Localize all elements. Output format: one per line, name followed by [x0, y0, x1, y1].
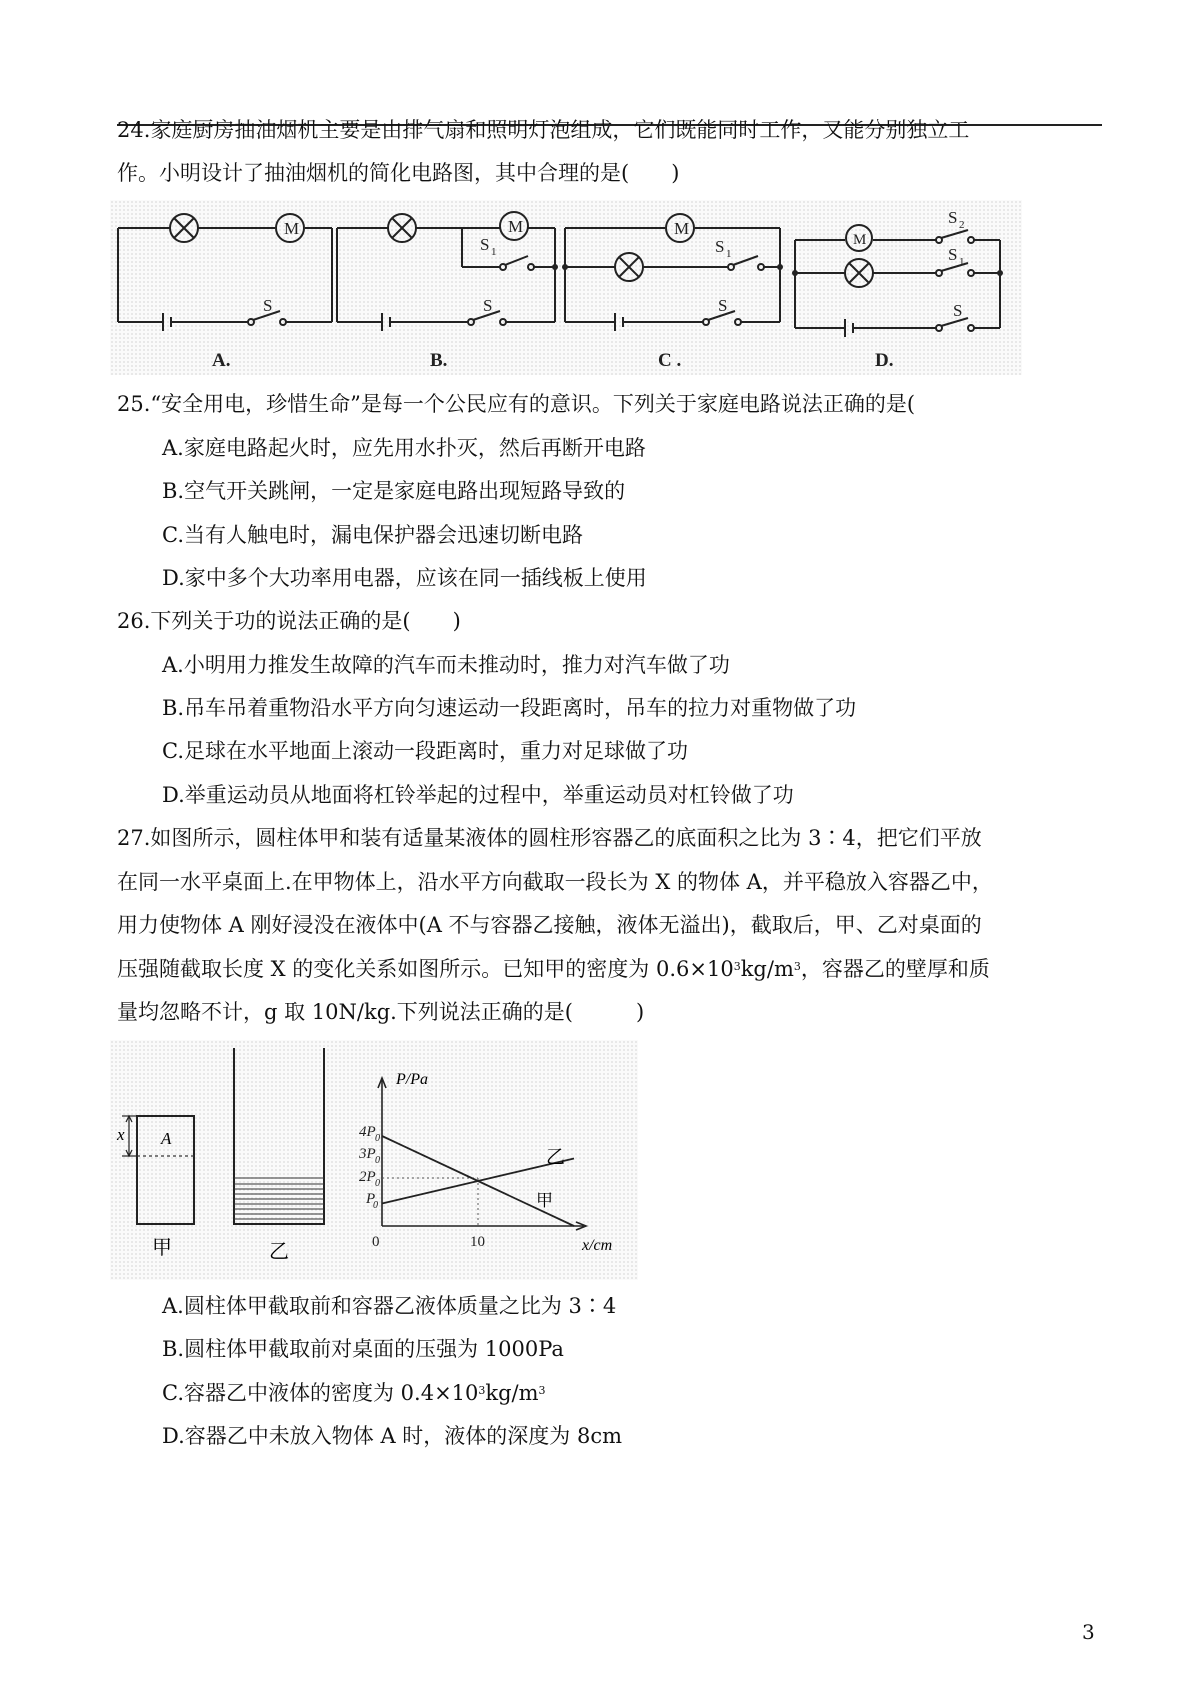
q26-option-c: C.足球在水平地面上滚动一段距离时，重力对足球做了功: [162, 739, 688, 763]
switch-s1-sub: 1: [726, 248, 732, 260]
y-axis-label: P/Pa: [396, 1071, 428, 1088]
page-number: 3: [1082, 1620, 1095, 1644]
switch-label: S: [953, 301, 963, 320]
line-label-jia: 甲: [536, 1191, 553, 1210]
svg-text:0: 0: [375, 1155, 380, 1166]
y-tick-p0: P: [366, 1191, 376, 1207]
svg-text:0: 0: [375, 1133, 380, 1144]
q26-option-a: A.小明用力推发生故障的汽车而未推动时，推力对汽车做了功: [162, 653, 730, 677]
q27-option-d: D.容器乙中未放入物体 A 时，液体的深度为 8cm: [162, 1424, 622, 1448]
q26-stem: 26.下列关于功的说法正确的是( ): [117, 609, 461, 633]
q25-stem: 25.“安全用电，珍惜生命”是每一个公民应有的意识。下列关于家庭电路说法正确的是(: [117, 392, 916, 416]
q25-option-c: C.当有人触电时，漏电保护器会迅速切断电路: [162, 523, 583, 547]
x-tick-10: 10: [470, 1234, 485, 1250]
svg-text:0: 0: [373, 1200, 378, 1211]
q27-line-3: 用力使物体 A 刚好浸没在液体中(A 不与容器乙接触，液体无溢出)，截取后，甲、乙对桌面的: [117, 913, 982, 937]
label-yi: 乙: [269, 1241, 289, 1263]
switch-label: S: [483, 296, 493, 315]
q27-option-a: A.圆柱体甲截取前和容器乙液体质量之比为 3∶4: [162, 1294, 617, 1318]
q26-option-d: D.举重运动员从地面将杠铃举起的过程中，举重运动员对杠铃做了功: [162, 783, 794, 807]
q27-line-4: 压强随截取长度 X 的变化关系如图所示。已知甲的密度为 $0.6\times 10^3kg/m^3$，容器乙的壁厚和质: [117, 957, 990, 981]
y-tick-2p0: 2P: [359, 1169, 376, 1185]
label-A: A: [161, 1129, 172, 1148]
q27-line-1: 27.如图所示，圆柱体甲和装有适量某液体的圆柱形容器乙的底面积之比为 3∶4，把它们平放: [117, 826, 982, 850]
switch-s1-label: S: [948, 245, 958, 264]
circuit-d: [795, 225, 1000, 337]
switch-s1-sub: 1: [959, 256, 965, 268]
option-label-a: A.: [212, 350, 231, 371]
switch-label: S: [263, 296, 273, 315]
motor-label: M: [674, 219, 690, 238]
motor-label: M: [853, 232, 867, 248]
label-x: x: [117, 1125, 125, 1144]
circuit-a: [118, 214, 332, 331]
motor-label: M: [508, 217, 524, 236]
switch-s2-label: S: [948, 208, 958, 227]
q27-figure: [110, 1040, 638, 1280]
x-tick-0: 0: [372, 1234, 380, 1250]
switch-label: S: [718, 296, 728, 315]
y-tick-4p0: 4P: [359, 1124, 376, 1140]
option-label-b: B.: [430, 350, 448, 371]
option-label-c: C .: [658, 350, 682, 371]
q27-diagram: [110, 1040, 638, 1280]
q24-line-1: 24.家庭厨房抽油烟机主要是由排气扇和照明灯泡组成，它们既能同时工作，又能分别独立工: [117, 118, 970, 142]
motor-label: M: [284, 219, 300, 238]
switch-s1-label: S: [715, 237, 725, 256]
container-yi: [234, 1048, 324, 1224]
q25-option-a: A.家庭电路起火时，应先用水扑灭，然后再断开电路: [162, 436, 646, 460]
q26-option-b: B.吊车吊着重物沿水平方向匀速运动一段距离时，吊车的拉力对重物做了功: [162, 696, 857, 720]
label-jia: 甲: [152, 1237, 172, 1259]
q25-option-b: B.空气开关跳闸，一定是家庭电路出现短路导致的: [162, 479, 626, 503]
q27-option-b: B.圆柱体甲截取前对桌面的压强为 1000Pa: [162, 1337, 564, 1361]
q25-option-d: D.家中多个大功率用电器，应该在同一插线板上使用: [162, 566, 647, 590]
x-axis-label: x/cm: [582, 1237, 613, 1254]
switch-s1-sub: 1: [491, 246, 497, 258]
q24-circuit-diagrams: [110, 200, 1022, 375]
option-label-d: D.: [875, 350, 894, 371]
q27-option-c: C.容器乙中液体的密度为 $0.4\times 10^3kg/m^3$: [162, 1381, 546, 1405]
switch-s1-label: S: [480, 235, 490, 254]
q27-line-2: 在同一水平桌面上.在甲物体上，沿水平方向截取一段长为 X 的物体 A，并平稳放入容器乙中，: [117, 870, 993, 894]
circuit-c: [565, 214, 780, 331]
q24-line-2: 作。小明设计了抽油烟机的简化电路图，其中合理的是( ): [117, 161, 680, 185]
svg-text:0: 0: [375, 1178, 380, 1189]
q24-circuit-figure: [110, 200, 1022, 375]
switch-s2-sub: 2: [959, 219, 965, 231]
y-tick-3p0: 3P: [359, 1146, 376, 1162]
q27-line-5: 量均忽略不计，g 取 10N/kg.下列说法正确的是( ): [117, 1000, 645, 1024]
line-label-yi: 乙: [546, 1147, 566, 1168]
